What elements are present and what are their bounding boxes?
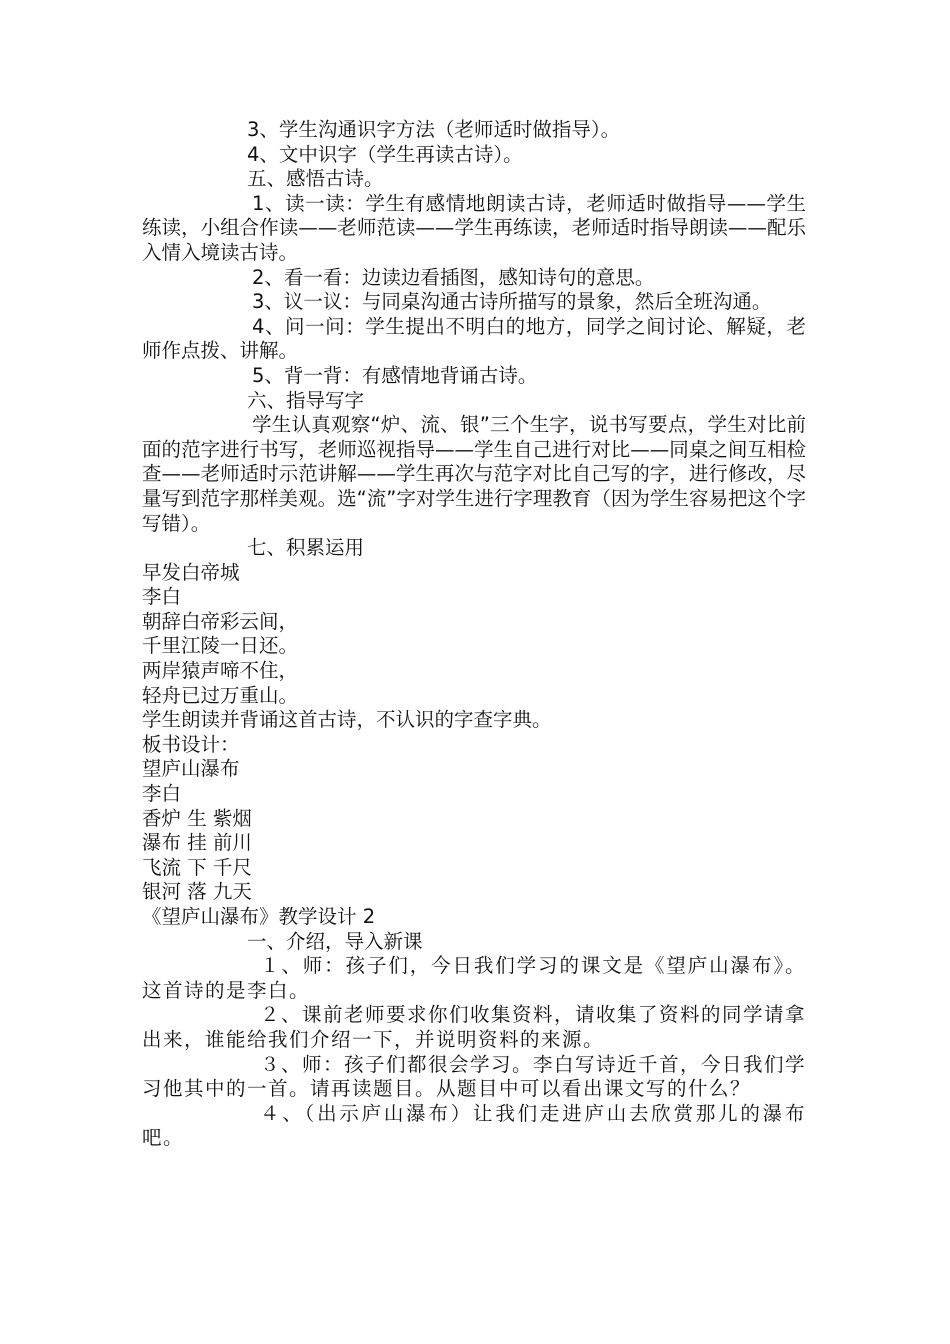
section-heading: 一、介绍，导入新课	[247, 929, 423, 953]
paragraph: ４、（出示庐山瀑布）让我们走进庐山去欣赏那儿的瀑布吧。	[142, 1101, 806, 1150]
poem-line: 轻舟已过万重山。	[142, 683, 299, 707]
board-line: 香炉 生 紫烟	[142, 806, 252, 830]
board-author: 李白	[142, 782, 182, 806]
paragraph: 4、问一问：学生提出不明白的地方，同学之间讨论、解疑，老师作点拨、讲解。	[142, 314, 806, 363]
board-line: 飞流 下 千尺	[142, 855, 252, 879]
section-heading: 六、指导写字	[247, 388, 365, 412]
poem-title: 早发白帝城	[142, 560, 240, 584]
board-title: 望庐山瀑布	[142, 757, 240, 781]
document-body	[142, 118, 806, 1151]
paragraph: 3、议一议：与同桌沟通古诗所描写的景象，然后全班沟通。	[252, 290, 772, 314]
paragraph: ２、课前老师要求你们收集资料，请收集了资料的同学请拿出来，谁能给我们介绍一下，并说明资料的来源。	[142, 1003, 807, 1051]
board-line: 银河 落 九天	[142, 880, 252, 904]
poem-line: 千里江陵一日还。	[142, 634, 299, 658]
paragraph: １、师：孩子们，今日我们学习的课文是《望庐山瀑布》。这首诗的是李白。	[142, 954, 806, 1002]
section-heading: 五、感悟古诗。	[247, 167, 384, 191]
paragraph: 2、看一看：边读边看插图，感知诗句的意思。	[252, 265, 655, 289]
section-heading: 七、积累运用	[247, 536, 365, 560]
paragraph: 1、读一读：学生有感情地朗读古诗，老师适时做指导——学生练读，小组合作读——老师范读——学生再练读，老师适时指导朗读——配乐入情入境读古诗。	[142, 191, 806, 264]
paragraph: 学生朗读并背诵这首古诗，不认识的字查字典。	[142, 708, 552, 732]
lesson-plan-title: 《望庐山瀑布》教学设计 2	[142, 905, 376, 928]
poem-line: 两岸猿声啼不住，	[142, 659, 299, 683]
paragraph: 3、学生沟通识字方法（老师适时做指导）。	[247, 118, 621, 141]
board-design-heading: 板书设计：	[142, 732, 240, 756]
poem-line: 朝辞白帝彩云间，	[142, 609, 299, 633]
paragraph: 5、背一背：有感情地背诵古诗。	[252, 363, 538, 387]
paragraph: 学生认真观察“炉、流、银”三个生字，说书写要点，学生对比前面的范字进行书写，老师巡视指导——学生自己进行对比——同桌之间互相检查——老师适时示范讲解——学生再次与范字对比自己写的字，进行修改，尽量写到范字那样美观。选“流”字对学生进行字理教育（因为学生容易把这个字写错）。	[142, 413, 806, 535]
paragraph: ３、师：孩子们都很会学习。李白写诗近千首，今日我们学习他其中的一首。请再读题目。从题目中可以看出课文写的什么？	[142, 1052, 807, 1101]
board-line: 瀑布 挂 前川	[142, 831, 252, 855]
poem-author: 李白	[142, 585, 182, 609]
paragraph: 4、文中识字（学生再读古诗）。	[247, 142, 523, 166]
